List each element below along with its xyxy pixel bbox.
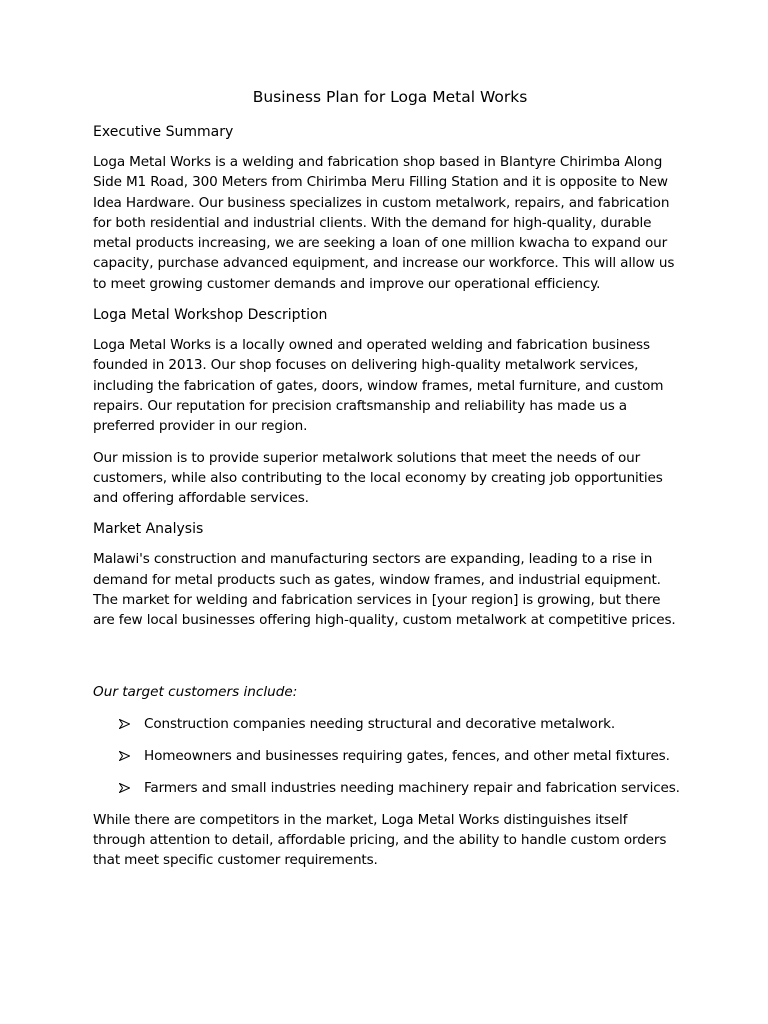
section-heading: Loga Metal Workshop Description xyxy=(93,307,328,324)
arrowhead-bullet-icon xyxy=(119,751,130,761)
section-market-analysis xyxy=(93,519,683,870)
paragraph: Loga Metal Works is a welding and fabrication shop based in Blantyre Chirimba Along Side M1 Road, 300 Meters from Chirimba Meru Filling Station and it is opposite to New Idea Hardware. Our business specializes in custom metalwork, repairs, and fabrication for both residential and industrial clients. With the demand for high-quality, durable metal products increasing, we are seeking a loan of one million kwacha to expand our capacity, purchase advanced equipment, and increase our workforce. This will allow us to meet growing customer demands and improve our operational efficiency. xyxy=(93,154,675,292)
list-item-text: Homeowners and businesses requiring gates, fences, and other metal fixtures. xyxy=(144,747,670,764)
paragraph: Our mission is to provide superior metalwork solutions that meet the needs of our customers, while also contributing to the local economy by creating job opportunities and offering affordable services. xyxy=(93,449,663,507)
document-body xyxy=(93,86,683,882)
vertical-spacer xyxy=(93,642,683,682)
target-customers-list xyxy=(93,714,683,798)
list-item xyxy=(93,778,683,798)
target-customers-lead: Our target customers include: xyxy=(93,683,298,700)
section-executive-summary xyxy=(93,122,683,294)
paragraph: While there are competitors in the market, Loga Metal Works distinguishes itself through attention to detail, affordable pricing, and the ability to handle custom orders that meet specific customer requirements. xyxy=(93,811,667,869)
arrowhead-bullet-icon xyxy=(119,783,130,793)
list-item-text: Farmers and small industries needing machinery repair and fabrication services. xyxy=(144,779,680,796)
list-item xyxy=(93,714,683,734)
list-item xyxy=(93,746,683,766)
section-heading: Market Analysis xyxy=(93,521,204,538)
list-item-text: Construction companies needing structural and decorative metalwork. xyxy=(144,715,616,732)
document-title: Business Plan for Loga Metal Works xyxy=(252,88,528,106)
section-workshop-description xyxy=(93,305,683,508)
paragraph: Loga Metal Works is a locally owned and operated welding and fabrication business founded in 2013. Our shop focuses on delivering high-quality metalwork services, including the fabrication of gates, doors, window frames, metal furniture, and custom repairs. Our reputation for precision craftsmanship and reliability has made us a preferred provider in our region. xyxy=(93,337,664,435)
section-heading: Executive Summary xyxy=(93,124,234,140)
paragraph: Malawi's construction and manufacturing sectors are expanding, leading to a rise in demand for metal products such as gates, window frames, and industrial equipment. The market for welding and fabrication services in [your region] is growing, but there are few local businesses offering high-quality, custom metalwork at competitive prices. xyxy=(93,551,676,629)
arrowhead-bullet-icon xyxy=(119,719,130,729)
